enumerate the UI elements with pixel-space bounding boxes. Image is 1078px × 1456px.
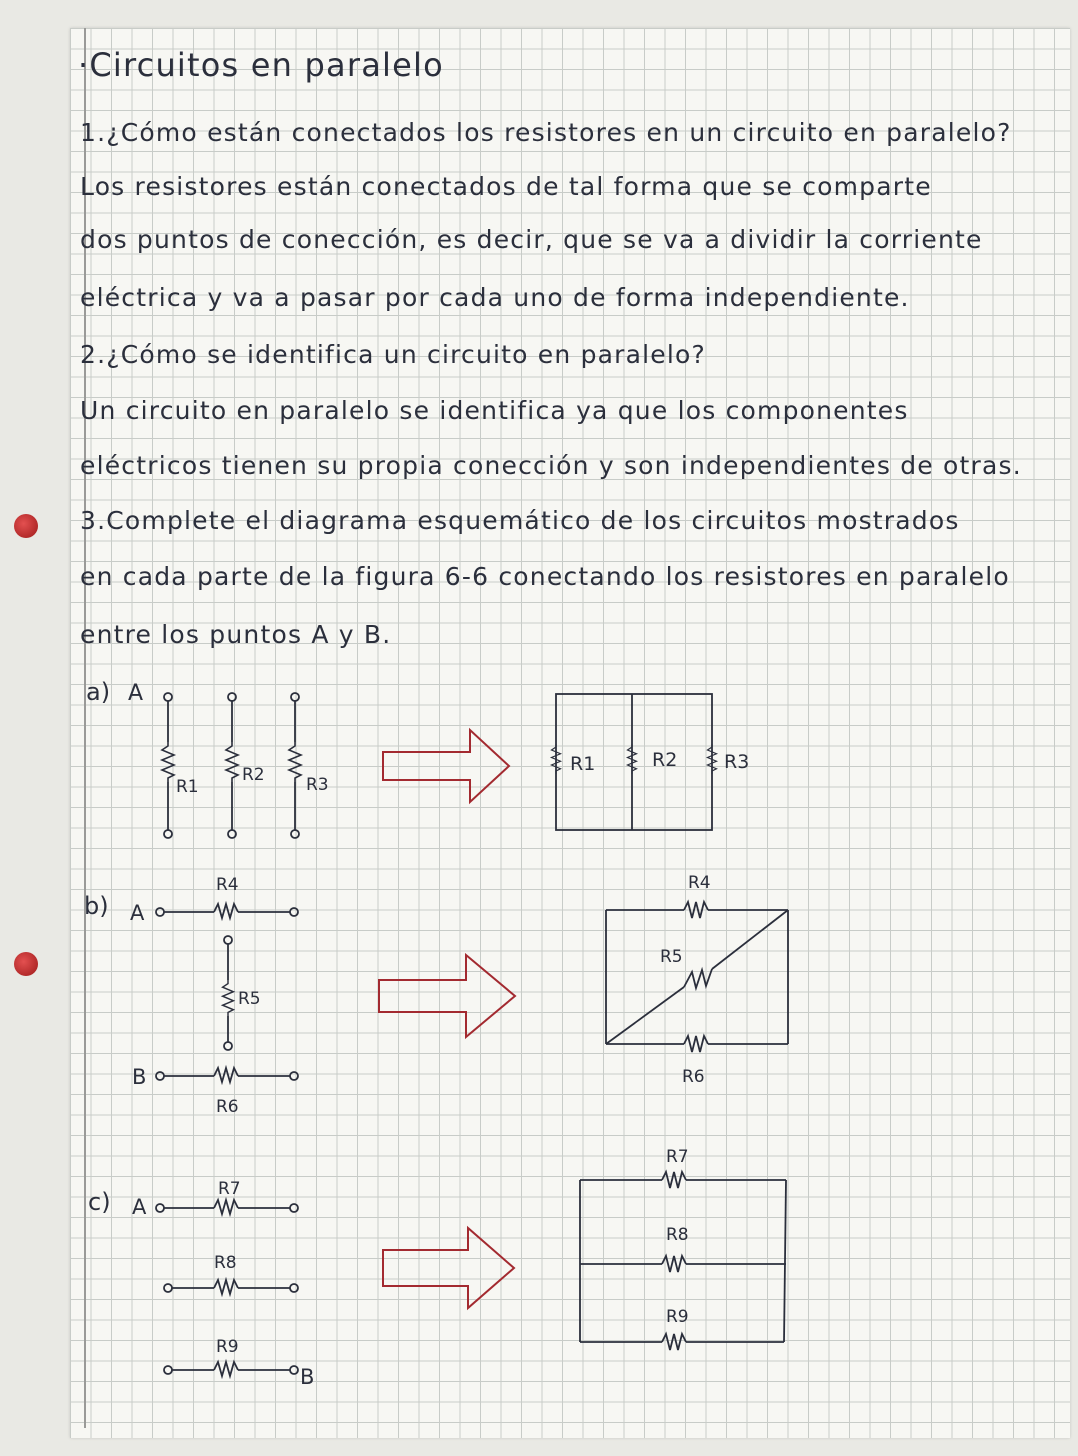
part-c-point-b: B <box>300 1365 315 1389</box>
part-b-r4-label: R4 <box>216 875 239 895</box>
part-a-result <box>552 694 750 830</box>
answer-1-line-2: dos puntos de conección, es decir, que se va a dividir la corriente <box>80 225 983 254</box>
resistor-r3 <box>289 742 301 782</box>
part-a-result-r2: R2 <box>652 749 678 771</box>
part-c-r7-label: R7 <box>218 1179 241 1199</box>
part-a-r2-label: R2 <box>242 765 265 785</box>
part-c-point-a: A <box>132 1195 147 1219</box>
page-title: ·Circuitos en paralelo <box>78 46 444 84</box>
part-a-label: a) <box>86 678 111 706</box>
answer-1-line-3: eléctrica y va a pasar por cada uno de forma independiente. <box>80 283 910 312</box>
part-a-point-a: A <box>128 681 144 706</box>
answer-2-line-2: eléctricos tienen su propia conección y son independientes de otras. <box>80 451 1022 480</box>
part-c-r9-label: R9 <box>216 1337 239 1357</box>
part-a-arrow-icon <box>383 730 509 802</box>
resistor-r1 <box>162 742 174 782</box>
part-c-before <box>132 1179 314 1389</box>
part-b-point-b: B <box>132 1065 147 1089</box>
part-b-result-r5: R5 <box>660 947 683 967</box>
part-a-result-r1: R1 <box>570 753 596 775</box>
part-b-result <box>606 873 788 1087</box>
part-c-result-r7: R7 <box>666 1147 689 1167</box>
part-c-label: c) <box>88 1188 111 1216</box>
part-c-arrow-icon <box>383 1228 514 1308</box>
part-b-arrow-icon <box>379 955 515 1037</box>
question-3-line-3: entre los puntos A y B. <box>80 620 392 649</box>
part-b-label: b) <box>84 892 109 920</box>
part-a-before <box>128 681 329 838</box>
answer-2-line-1: Un circuito en paralelo se identifica ya que los componentes <box>80 396 909 425</box>
part-c-result-r9: R9 <box>666 1307 689 1327</box>
part-c-r8-label: R8 <box>214 1253 237 1273</box>
part-b-r6-label: R6 <box>216 1097 239 1117</box>
part-b-result-r4: R4 <box>688 873 711 893</box>
part-b-result-r6: R6 <box>682 1067 705 1087</box>
part-b-before <box>130 875 298 1117</box>
question-3-line-2: en cada parte de la figura 6-6 conectando los resistores en paralelo <box>80 562 1010 591</box>
part-b-point-a: A <box>130 901 145 925</box>
part-c-result <box>580 1147 786 1350</box>
part-b-r5-label: R5 <box>238 989 261 1009</box>
part-a-result-r3: R3 <box>724 751 750 773</box>
answer-1-line-1: Los resistores están conectados de tal forma que se comparte <box>80 172 932 201</box>
part-a-r1-label: R1 <box>176 777 199 797</box>
question-2: 2.¿Cómo se identifica un circuito en paralelo? <box>80 340 707 369</box>
part-a-r3-label: R3 <box>306 775 329 795</box>
part-c-result-r8: R8 <box>666 1225 689 1245</box>
question-1: 1.¿Cómo están conectados los resistores en un circuito en paralelo? <box>80 118 1012 147</box>
resistor-r2 <box>226 742 238 782</box>
question-3-line-1: 3.Complete el diagrama esquemático de los circuitos mostrados <box>80 506 960 535</box>
